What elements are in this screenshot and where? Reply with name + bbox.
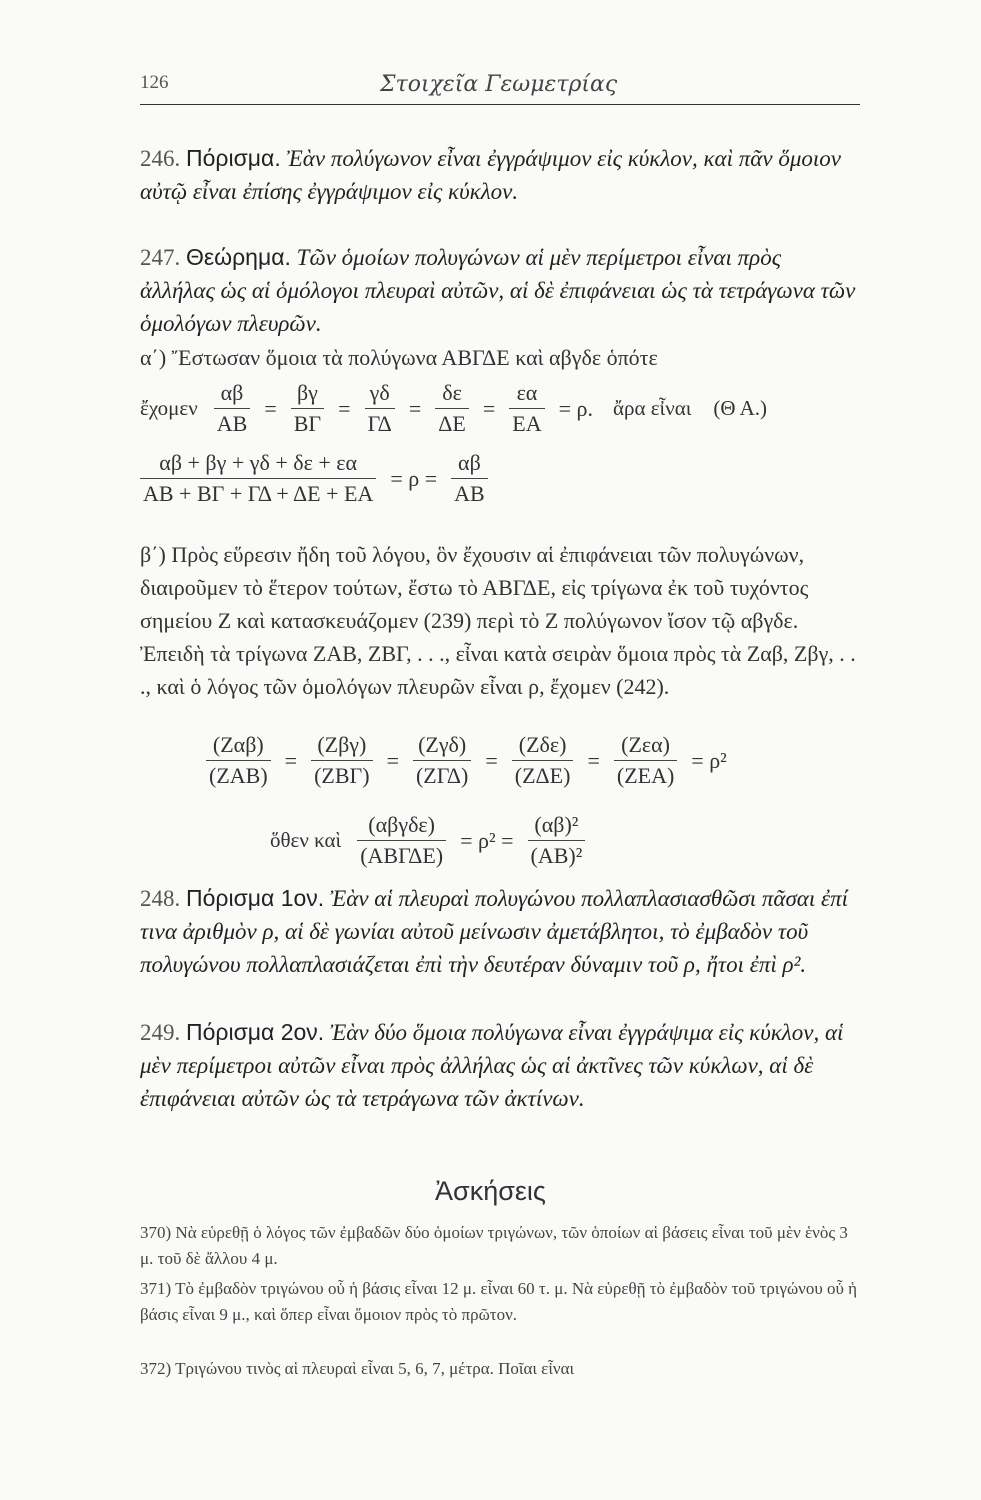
page-number: 126 bbox=[140, 72, 169, 93]
fraction: $\frac{\text{(Ζαβ)}}{\text{(ΖΑΒ)}}$ bbox=[206, 732, 271, 789]
section-label: Πόρισμα. bbox=[186, 145, 281, 171]
fraction: $\frac{\text{(Ζγδ)}}{\text{(ΖΓΔ)}}$ bbox=[413, 732, 471, 789]
fraction: $\frac{\text{(Ζδε)}}{\text{(ΖΔΕ)}}$ bbox=[512, 732, 574, 789]
fraction: $\frac{\delta\varepsilon}{\Delta E}$ bbox=[435, 380, 469, 437]
fraction: $\frac{\beta\gamma}{B\Gamma}$ bbox=[291, 380, 324, 437]
page-header bbox=[140, 64, 860, 105]
exercise-370: 370) Νὰ εὑρεθῇ ὁ λόγος τῶν ἐμβαδῶν δύο ὁμοίων τριγώνων, τῶν ὁποίων αἱ βάσεις εἶναι τοῦ μὲν ἑνὸς 3 μ. τοῦ δὲ ἄλλου 4 μ. bbox=[140, 1223, 848, 1268]
fraction: $\frac{\text{(αβγδε)}}{\text{(ΑΒΓΔΕ)}}$ bbox=[357, 812, 446, 869]
fraction: $\frac{\text{(αβ)²}}{\text{(ΑΒ)²}}$ bbox=[528, 812, 586, 869]
exercises-title: Ἀσκήσεις bbox=[435, 1176, 546, 1206]
fraction: $\frac{\varepsilon\alpha}{EA}$ bbox=[509, 380, 544, 437]
fraction: $\frac{\gamma\delta}{\Gamma\Delta}$ bbox=[365, 380, 395, 437]
paragraph-247 bbox=[140, 241, 860, 340]
equation-lead: ἔχομεν bbox=[140, 396, 198, 420]
fraction: $\frac{\text{(Ζβγ)}}{\text{(ΖΒΓ)}}$ bbox=[311, 732, 372, 789]
section-label: Πόρισμα 1ον. bbox=[186, 885, 325, 911]
polygon-area-equation: ὅθεν καὶ $\frac{\text{(αβγδε)}}{\text{(ΑΒΓΔΕ)}}$ = ρ² = $\frac{\text{(αβ)²}}{\text{(ΑΒ)²}}$ bbox=[270, 812, 593, 869]
therefore-text: ἄρα εἶναι bbox=[613, 396, 692, 420]
section-text: Ἐὰν δύο ὅμοια πολύγωνα εἶναι ἐγγράψιμα εἰς κύκλον, αἱ μὲν περίμετροι αὐτῶν εἶναι πρὸς ἀλλήλας ὡς αἱ ἀκτῖνες τῶν κύκλων, αἱ δὲ ἐπιφάνειαι αὐτῶν ὡς τὰ τετράγωνα τῶν ἀκτίνων. bbox=[140, 1020, 844, 1111]
fraction: $\frac{\alpha\beta}{AB}$ bbox=[214, 380, 251, 437]
section-label: Πόρισμα 2ον. bbox=[186, 1019, 325, 1045]
ratio-equation: ἔχομεν $\frac{\alpha\beta}{AB}$ = $\frac{\beta\gamma}{B\Gamma}$ = $\frac{\gamma\delta}{\Gamma\Delta}$ = $\frac{\delta\varepsilon}{\Delta E}$ = $\frac{\varepsilon\alpha}{EA}$ = ρ. ἄρα εἶναι (Θ Α.) bbox=[140, 380, 768, 436]
part-b-text: β΄) Πρὸς εὕρεσιν ἤδη τοῦ λόγου, ὃν ἔχουσιν αἱ ἐπιφάνειαι τῶν πολυγώνων, διαιροῦμεν τὸ ἕτερον τούτων, ἔστω τὸ ΑΒΓΔΕ, εἰς τρίγωνα ἐκ τοῦ τυχόντος σημείου Ζ καὶ κατασκευάζομεν (239) περὶ τὸ Ζ πολύγωνον ἴσον τῷ αβγδε. Ἐπειδὴ τὰ τρίγωνα ΖΑΒ, ΖΒΓ, . . ., εἶναι κατὰ σειρὰν ὅμοια πρὸς τὰ Ζαβ, Ζβγ, . . ., καὶ ὁ λόγος τῶν ὁμολόγων πλευρῶν εἶναι ρ, ἔχομεν (242). bbox=[140, 542, 856, 699]
fraction: $\frac{\alpha\beta}{AB}$ bbox=[451, 450, 488, 507]
fraction: $\frac{\text{(Ζεα)}}{\text{(ΖΕΑ)}}$ bbox=[614, 732, 677, 789]
paragraph-246 bbox=[140, 142, 860, 208]
part-a-text: α΄) Ἔστωσαν ὅμοια τὰ πολύγωνα ΑΒΓΔΕ καὶ αβγδε ὁπότε bbox=[140, 345, 658, 370]
section-number: 249. bbox=[140, 1020, 181, 1045]
area-ratio-equation: $\frac{\text{(Ζαβ)}}{\text{(ΖΑΒ)}}$ = $\frac{\text{(Ζβγ)}}{\text{(ΖΒΓ)}}$ = $\frac{\text{(Ζγδ)}}{\text{(ΖΓΔ)}}$ = $\frac{\text{(Ζδε)}}{\text{(ΖΔΕ)}}$ = $\frac{\text{(Ζεα)}}{\text{(ΖΕΑ)}}$ = ρ² bbox=[198, 732, 729, 789]
paragraph-249 bbox=[140, 1016, 860, 1115]
section-text: Τῶν ὁμοίων πολυγώνων αἱ μὲν περίμετροι εἶναι πρὸς ἀλλήλας ὡς αἱ ὁμόλογοι πλευραὶ αὐτῶν, αἱ δὲ ἐπιφάνειαι ὡς τὰ τετράγωνα τῶν ὁμολόγων πλευρῶν. bbox=[140, 245, 856, 336]
fraction: $\frac{\alpha\beta + \beta\gamma + \gamma\delta + \delta\varepsilon + \varepsilon\alpha}{AB + B\Gamma + \Gamma\Delta + \Delta E + EA}$ bbox=[140, 450, 376, 507]
rho-squared: = ρ² bbox=[691, 747, 727, 773]
hence-text: ὅθεν καὶ bbox=[270, 828, 342, 852]
running-title: Στοιχεῖα Γεωμετρίας bbox=[380, 72, 618, 97]
section-number: 248. bbox=[140, 886, 181, 911]
section-number: 247. bbox=[140, 245, 181, 270]
exercise-371: 371) Τὸ ἐμβαδὸν τριγώνου οὗ ἡ βάσις εἶναι 12 μ. εἶναι 60 τ. μ. Νὰ εὑρεθῇ τὸ ἐμβαδὸν τοῦ τριγώνου οὗ ἡ βάσις εἶναι 9 μ., καὶ ὅπερ εἶναι ὅμοιον πρὸς τὸ πρῶτον. bbox=[140, 1279, 858, 1324]
theorem-ref: (Θ Α.) bbox=[713, 396, 768, 420]
paragraph-248 bbox=[140, 882, 860, 981]
section-text: Ἐὰν πολύγωνον εἶναι ἐγγράψιμον εἰς κύκλον, καὶ πᾶν ὅμοιον αὐτῷ εἶναι ἐπίσης ἐγγράψιμον εἰς κύκλον. bbox=[140, 146, 841, 204]
rho-equals: = ρ. bbox=[558, 395, 593, 421]
exercise-372: 372) Τριγώνου τινὸς αἱ πλευραὶ εἶναι 5, 6, 7, μέτρα. Ποῖαι εἶναι bbox=[140, 1359, 575, 1378]
section-label: Θεώρημα. bbox=[186, 244, 291, 270]
section-number: 246. bbox=[140, 146, 181, 171]
perimeter-equation: $\frac{\alpha\beta + \beta\gamma + \gamma\delta + \delta\varepsilon + \varepsilon\alpha}{AB + B\Gamma + \Gamma\Delta + \Delta E + EA}$ = ρ = $\frac{\alpha\beta}{AB}$ bbox=[140, 450, 496, 507]
section-text: Ἐὰν αἱ πλευραὶ πολυγώνου πολλαπλασιασθῶσι πᾶσαι ἐπί τινα ἀριθμὸν ρ, αἱ δὲ γωνίαι αὐτοῦ μείνωσιν ἀμετάβλητοι, τὸ ἐμβαδὸν τοῦ πολυγώνου πολλαπλασιάζεται ἐπὶ τὴν δευτέραν δύναμιν τοῦ ρ, ἤτοι ἐπὶ ρ². bbox=[140, 886, 848, 977]
